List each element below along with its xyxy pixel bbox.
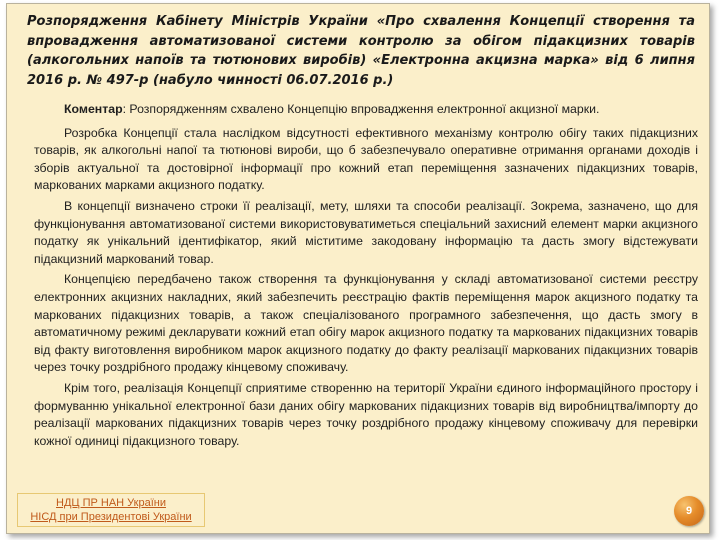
comment-label: Коментар	[64, 102, 123, 116]
footer-link-nisd[interactable]: НІСД при Президентові України	[30, 511, 192, 523]
body-paragraph: Розробка Концепції стала наслідком відсутності ефективного механізму контролю обігу таких підакцизних товарів, як алкогольні напої та тютюнові вироби, що б забезпечувало оперативне отримання органами доходів і зборів актуальної та достовірної інформації про кожний етап переміщення зазначених підакцизних товарів, маркованих марками акцизного податку.	[34, 125, 698, 193]
body-paragraph: Крім того, реалізація Концепції сприятиме створенню на території України єдиного інформаційного простору і формуванню унікальної електронної бази даних обігу маркованих підакцизних товарів від виробництва/імпорту до реалізації маркованих підакцизних товарів через точку роздрібного продажу кінцевому споживачу для перевірки кожної одиниці підакцизного товару.	[34, 380, 698, 448]
slide-title: Розпорядження Кабінету Міністрів України «Про схвалення Концепції створення та впровадження автоматизованої системи контролю за обігом підакцизних товарів (алкогольних напоїв та тютюнових виробів) «Електронна акцизна марка» від 6 липня 2016 р. № 497-р (набуло чинності 06.07.2016 р.)	[27, 14, 695, 88]
slide	[6, 3, 710, 534]
page-number-badge: 9	[674, 496, 704, 526]
comment-text: : Розпорядженням схвалено Концепцію впровадження електронної акцизної марки.	[122, 102, 600, 116]
slide-body	[34, 101, 698, 453]
body-paragraph: В концепції визначено строки її реалізації, мету, шляхи та способи реалізації. Зокрема, зазначено, що для функціонування автоматизованої системи використовуватиметься спеціальний захисний елемент марки акцизного податку як унікальний ідентифікатор, який міститиме закодовану інформацію та дасть змогу відстежувати підакцизний маркований товар.	[34, 198, 698, 266]
footer-link-ndc[interactable]: НДЦ ПР НАН України	[56, 497, 166, 509]
footer-links	[17, 493, 205, 527]
body-paragraph: Концепцією передбачено також створення та функціонування у складі автоматизованої системи реєстру електронних акцизних накладних, який забезпечить реєстрацію фактів переміщення марок акцизного податку та маркованих підакцизних товарів, а також спеціалізованого програмного забезпечення, що дасть змогу в автоматичному режимі декларувати кожний етап обігу марок акцизного податку та маркованих підакцизних товарів від факту виготовлення виробником марок акцизного податку до факту реалізації маркованих підакцизних товарів через точку роздрібного продажу кінцевому споживачу.	[34, 272, 698, 375]
comment-paragraph	[34, 101, 698, 119]
